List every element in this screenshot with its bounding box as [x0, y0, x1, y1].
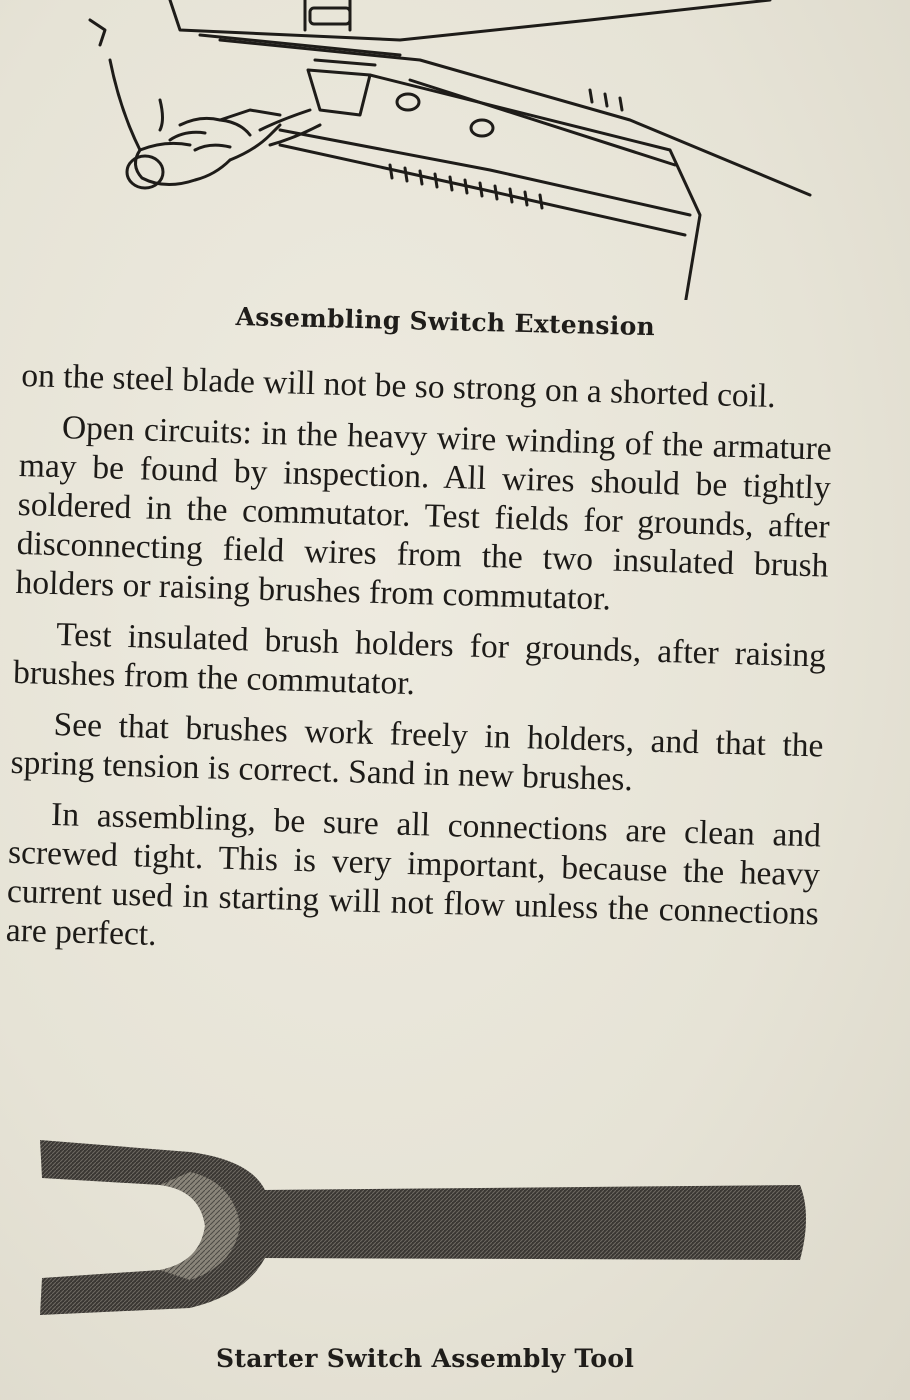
top-figure-caption: Assembling Switch Extension	[235, 302, 656, 342]
paragraph-open-circuits: Open circuits: in the heavy wire winding of the armature may be found by inspection. All wires should be tightly soldered in the commutator. Test fields for grounds, after disconnecting field wires from the two insulated brush holders or raising brushes from commutator.	[15, 409, 833, 618]
paragraph-brushes: See that brushes work freely in holders, and that the spring tension is correct. Sand in new brushes.	[10, 706, 824, 799]
body-text	[5, 356, 834, 984]
switch-extension-illustration	[70, 0, 850, 300]
bottom-figure-caption: Starter Switch Assembly Tool	[216, 1344, 635, 1373]
paragraph-brush-holders: Test insulated brush holders for grounds, after raising brushes from the commutator.	[12, 616, 827, 703]
paragraph-continuation: on the steel blade will not be so strong on a shorted coil.	[20, 356, 777, 416]
assembly-tool-illustration	[40, 1130, 820, 1320]
paragraph-assembling: In assembling, be sure all connections are clean and screwed tight. This is very important, because the heavy current used in starting will not flow unless the connections are perfect.	[5, 796, 822, 953]
